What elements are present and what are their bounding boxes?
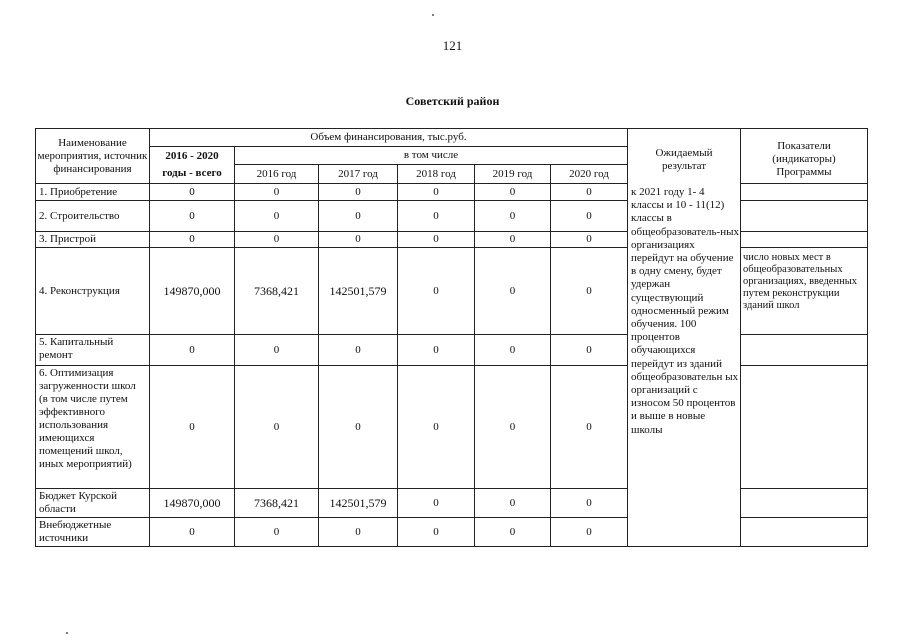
page-number: 121 <box>442 38 463 53</box>
row-name-extrabudgetary: Внебюджетные источники <box>39 519 112 544</box>
row-value-2019: 0 <box>509 420 516 433</box>
row-value-2017: 142501,579 <box>329 495 387 510</box>
header-year-2020: 2020 год <box>569 167 609 180</box>
row-value-2020: 0 <box>586 343 592 356</box>
row-total: 149870,000 <box>163 283 221 298</box>
header-name: Наименование мероприятия, источник финансирования <box>37 136 148 175</box>
row-name-construction: 2. Строительство <box>39 209 120 222</box>
header-indicators: Показатели (индикаторы) Программы <box>772 139 836 178</box>
row-value-2017: 142501,579 <box>329 283 387 298</box>
header-year-2016: 2016 год <box>256 167 297 180</box>
row-value-2020: 0 <box>586 525 592 538</box>
row-name-reconstruction: 4. Реконструкция <box>39 284 120 297</box>
row-total: 149870,000 <box>163 495 221 510</box>
indicator-text: число новых мест в общеобразовательных организациях, введенных путем реконструкции зданий школ <box>743 252 858 311</box>
header-total-years: 2016 - 2020 <box>165 149 219 162</box>
row-total: 0 <box>189 343 195 356</box>
row-value-2019: 0 <box>509 496 516 509</box>
row-value-2017: 0 <box>355 209 361 222</box>
row-value-2018: 0 <box>433 496 439 509</box>
row-value-2019: 0 <box>509 284 516 297</box>
row-total: 0 <box>189 420 195 433</box>
row-name-regional-budget: Бюджет Курской области <box>39 490 118 515</box>
expected-result-text: к 2021 году 1- 4 классы и 10 - 11(12) классы в общеобразователь-ных организациях перейдут на обучение в одну смену, будет удержан существующий односменный режим обучения. 100 процентов обучающихся перейдут из зданий общеобразовательн ых организаций с износом 50 процентов и выше в новые школы <box>631 186 739 436</box>
row-value-2019: 0 <box>509 185 516 198</box>
row-value-2017: 0 <box>355 525 361 538</box>
header-year-2017: 2017 год <box>338 167 378 180</box>
scan-speck <box>66 632 68 634</box>
row-name-annex: 3. Пристрой <box>39 233 97 245</box>
row-value-2018: 0 <box>433 525 439 538</box>
row-value-2017: 0 <box>355 420 361 433</box>
row-value-2018: 0 <box>433 209 439 222</box>
row-value-2019: 0 <box>509 343 516 356</box>
row-value-2020: 0 <box>586 284 592 297</box>
header-total-label: годы - всего <box>162 166 222 179</box>
row-value-2018: 0 <box>433 343 439 356</box>
page-title: Советский район <box>405 94 500 108</box>
header-year-2019: 2019 год <box>492 167 533 180</box>
row-value-2016: 0 <box>273 420 280 433</box>
row-name-optimization: 6. Оптимизация загруженности школ (в том числе путем эффективного использования имеющихся помещений школ, иных мероприятий) <box>39 367 136 470</box>
row-value-2018: 0 <box>433 233 439 245</box>
row-name-capital-repair: 5. Капитальный ремонт <box>39 336 114 361</box>
row-value-2016: 7368,421 <box>254 283 299 298</box>
row-value-2016: 0 <box>273 233 280 245</box>
row-value-2020: 0 <box>586 185 592 198</box>
header-year-2018: 2018 год <box>416 167 456 180</box>
row-total: 0 <box>189 209 195 222</box>
scan-speck <box>432 14 434 16</box>
row-value-2019: 0 <box>509 233 516 245</box>
row-value-2019: 0 <box>509 209 516 222</box>
row-value-2016: 0 <box>273 209 280 222</box>
row-value-2016: 7368,421 <box>254 495 299 510</box>
row-value-2020: 0 <box>586 233 592 245</box>
row-value-2017: 0 <box>355 343 361 356</box>
header-funding-volume: Объем финансирования, тыс.руб. <box>310 131 467 143</box>
row-value-2019: 0 <box>509 525 516 538</box>
row-total: 0 <box>189 233 195 245</box>
row-name-acquisition: 1. Приобретение <box>39 185 118 198</box>
row-value-2016: 0 <box>273 185 280 198</box>
row-total: 0 <box>189 525 195 538</box>
row-value-2017: 0 <box>355 185 361 198</box>
row-value-2020: 0 <box>586 209 592 222</box>
row-value-2016: 0 <box>273 525 280 538</box>
row-value-2018: 0 <box>433 420 439 433</box>
header-expected-result: Ожидаемый результат <box>655 147 713 172</box>
row-value-2018: 0 <box>433 185 439 198</box>
header-including: в том числе <box>403 149 459 161</box>
row-value-2017: 0 <box>355 233 361 245</box>
row-value-2016: 0 <box>273 343 280 356</box>
row-total: 0 <box>189 185 195 198</box>
row-value-2020: 0 <box>586 420 592 433</box>
row-value-2018: 0 <box>433 284 439 297</box>
row-value-2020: 0 <box>586 496 592 509</box>
